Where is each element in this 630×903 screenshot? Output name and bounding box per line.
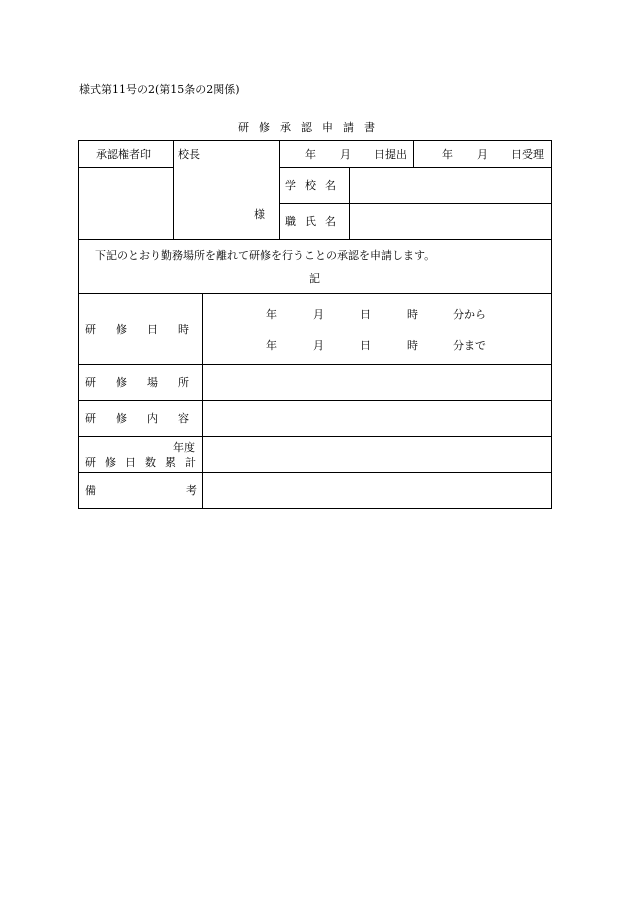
approver-seal-label: 承認権者印 xyxy=(96,148,151,161)
received-day-label: 日受理 xyxy=(511,148,544,161)
received-month-label: 月 xyxy=(477,148,488,161)
position-name-field[interactable] xyxy=(350,204,551,238)
form-caption: 様式第11号の2(第15条の2関係) xyxy=(79,83,240,96)
to-minute-label: 分まで xyxy=(453,339,486,352)
to-hour-label: 時 xyxy=(407,339,418,352)
training-content-field[interactable] xyxy=(203,401,551,435)
cumulative-days-field[interactable] xyxy=(203,437,551,471)
submitted-day-label: 日提出 xyxy=(374,148,407,161)
remarks-label-right: 考 xyxy=(186,484,197,497)
to-year-label: 年 xyxy=(266,339,277,352)
ki-label: 記 xyxy=(309,272,320,285)
to-day-label: 日 xyxy=(360,339,371,352)
training-place-label: 研修場所 xyxy=(85,376,209,389)
school-name-field[interactable] xyxy=(350,168,551,202)
fiscal-year-label: 年度 xyxy=(173,441,195,454)
submitted-year-label: 年 xyxy=(305,148,316,161)
training-content-label: 研修内容 xyxy=(85,412,209,425)
principal-sama: 様 xyxy=(254,208,265,221)
remarks-field[interactable] xyxy=(203,473,551,507)
from-minute-label: 分から xyxy=(453,308,486,321)
submitted-month-label: 月 xyxy=(340,148,351,161)
training-datetime-label: 研修日時 xyxy=(85,323,209,336)
statement-text: 下記のとおり勤務場所を離れて研修を行うことの承認を申請します。 xyxy=(95,249,436,262)
position-name-label: 職氏名 xyxy=(285,215,345,228)
cumulative-days-label: 研修日数累計 xyxy=(85,456,205,469)
principal-name-field[interactable] xyxy=(174,162,278,207)
remarks-label-left: 備 xyxy=(85,484,96,497)
from-day-label: 日 xyxy=(360,308,371,321)
from-month-label: 月 xyxy=(313,308,324,321)
to-month-label: 月 xyxy=(313,339,324,352)
from-year-label: 年 xyxy=(266,308,277,321)
form-title: 研修承認申請書 xyxy=(238,121,385,134)
school-name-label: 学校名 xyxy=(285,179,345,192)
principal-label: 校長 xyxy=(178,148,200,161)
from-hour-label: 時 xyxy=(407,308,418,321)
received-year-label: 年 xyxy=(442,148,453,161)
training-place-field[interactable] xyxy=(203,365,551,399)
approver-seal-field[interactable] xyxy=(79,168,172,238)
